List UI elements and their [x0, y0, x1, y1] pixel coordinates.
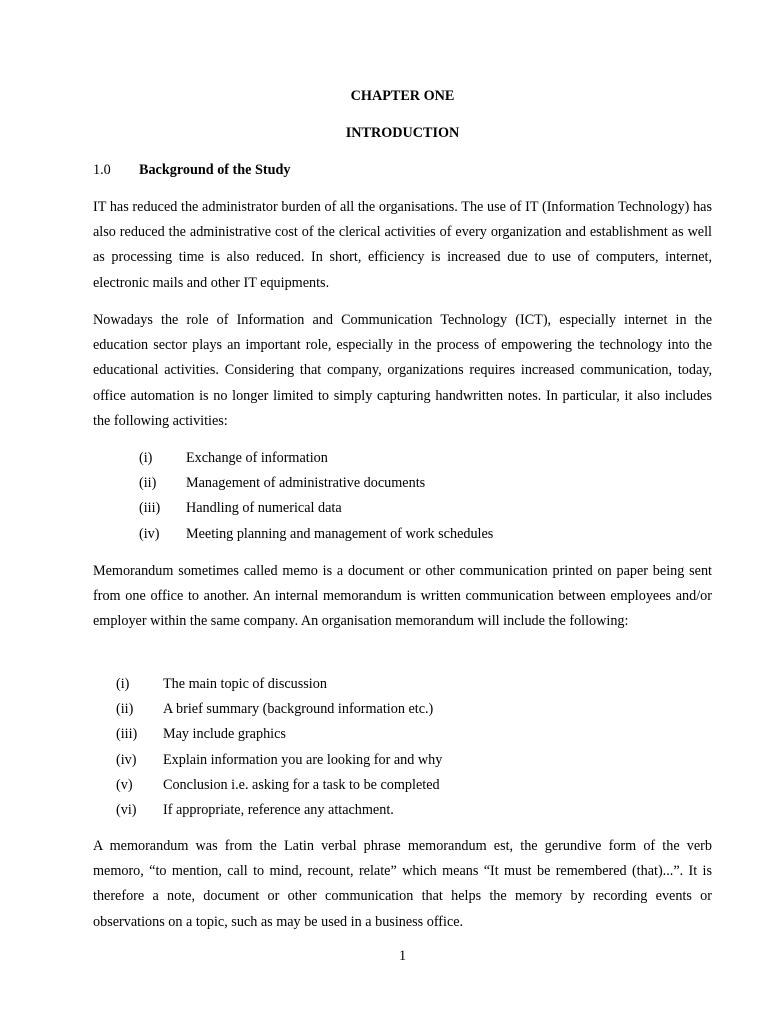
chapter-heading: INTRODUCTION	[345, 125, 460, 141]
list-item-number: (ii)	[116, 701, 134, 718]
list-item	[93, 748, 712, 773]
list-item-number: (vi)	[116, 801, 137, 818]
list-item-text: Explain information you are looking for and why	[163, 751, 443, 768]
list-item	[93, 722, 712, 747]
section-number: 1.0	[93, 162, 111, 178]
memo-items-list	[93, 672, 712, 823]
section-title: Background of the Study	[139, 162, 291, 178]
section-heading	[93, 162, 712, 179]
list-item-text: Handling of numerical data	[186, 500, 342, 517]
activities-list	[93, 446, 712, 547]
list-item	[93, 798, 712, 823]
list-item	[93, 773, 712, 798]
list-item-text: May include graphics	[163, 726, 286, 743]
list-item-number: (iv)	[116, 751, 137, 768]
list-item	[93, 496, 712, 521]
paragraph-4: A memorandum was from the Latin verbal phrase memorandum est, the gerundive form of the verb memoro, “to mention, call to mind, recount, relate” which means “It must be remembered (that)...”. It is therefore a note, document or other communication that helps the memory by recording events or observations on a topic, such as may be used in a business office.	[93, 838, 712, 930]
list-item-text: Management of administrative documents	[186, 475, 426, 492]
list-item-number: (ii)	[139, 475, 157, 492]
list-item-text: A brief summary (background information etc.)	[163, 701, 434, 718]
list-item-number: (iii)	[116, 726, 138, 743]
list-item-number: (iv)	[139, 525, 160, 542]
list-item	[93, 446, 712, 471]
page-number: 1	[398, 948, 407, 964]
list-item-number: (i)	[139, 450, 153, 466]
list-item	[93, 471, 712, 496]
paragraph-1: IT has reduced the administrator burden of all the organisations. The use of IT (Information Technology) has also reduced the administrative cost of the clerical activities of every organization and establishment as well as processing time is also reduced. In short, efficiency is increased due to use of computers, internet, electronic mails and other IT equipments.	[93, 199, 712, 291]
list-item-text: Exchange of information	[186, 450, 328, 466]
list-item	[93, 672, 712, 697]
list-item	[93, 697, 712, 722]
list-item-number: (v)	[116, 776, 133, 793]
list-item	[93, 522, 712, 547]
paragraph-2: Nowadays the role of Information and Communication Technology (ICT), especially internet in the education sector plays an important role, especially in the process of empowering the technology into the educational activities. Considering that company, organizations requires increased communication, today, office automation is no longer limited to simply capturing handwritten notes. In particular, it also includes the following activities:	[93, 312, 712, 429]
list-item-text: Conclusion i.e. asking for a task to be completed	[163, 776, 440, 793]
chapter-title: CHAPTER ONE	[350, 88, 455, 104]
list-item-text: The main topic of discussion	[163, 676, 327, 692]
paragraph-3: Memorandum sometimes called memo is a document or other communication printed on paper being sent from one office to another. An internal memorandum is written communication between employees and/or employer within the same company. An organisation memorandum will include the following:	[93, 563, 712, 630]
list-item-text: If appropriate, reference any attachment.	[163, 801, 394, 818]
list-item-text: Meeting planning and management of work schedules	[186, 525, 494, 542]
list-item-number: (i)	[116, 676, 130, 692]
list-item-number: (iii)	[139, 500, 161, 517]
